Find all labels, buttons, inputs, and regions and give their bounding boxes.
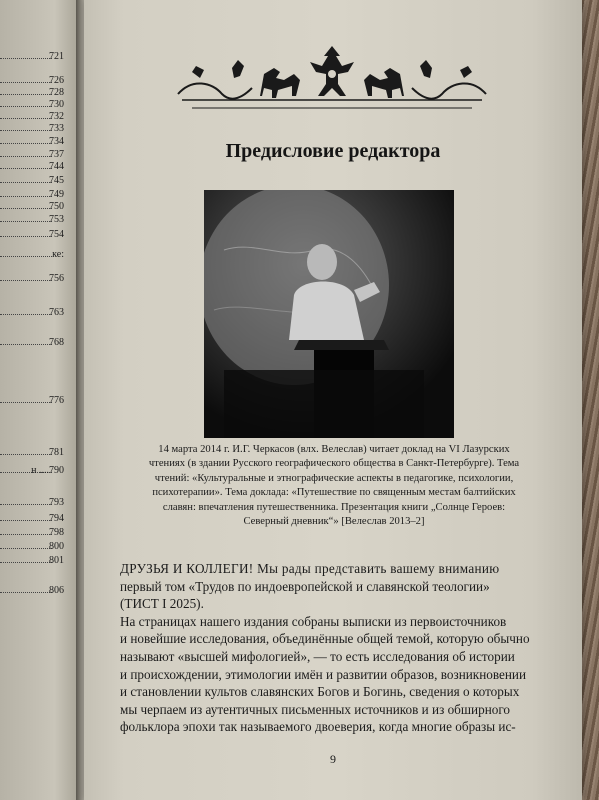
toc-entry bbox=[0, 158, 72, 172]
body-line: На страницах нашего издания собраны выписки из первоисточников bbox=[120, 613, 507, 629]
toc-page-number: 806 bbox=[49, 585, 64, 596]
caption-line: психотерапии». Тема доклада: «Путешествие по священным местам балтийских bbox=[152, 487, 516, 499]
right-page bbox=[84, 0, 582, 800]
toc-entry bbox=[0, 444, 72, 458]
lecture-photo bbox=[204, 190, 454, 438]
toc-page-number: 734 bbox=[49, 136, 64, 147]
toc-leader-dots bbox=[0, 520, 52, 521]
toc-entry bbox=[0, 334, 72, 348]
toc-page-number: 728 bbox=[49, 87, 64, 98]
body-line: (ТИСТ I 2025). bbox=[120, 596, 204, 612]
toc-page-number: 798 bbox=[49, 527, 64, 538]
body-line: мы черпаем из аутентичных письменных источников и из обширного bbox=[120, 701, 511, 717]
toc-leader-dots bbox=[0, 344, 52, 345]
toc-entry bbox=[0, 226, 72, 240]
toc-leader-dots bbox=[0, 562, 52, 563]
toc-page-number: 730 bbox=[49, 99, 64, 110]
body-line: и становлении культов славянских Богов и Богинь, сведения о которых bbox=[120, 684, 520, 700]
toc-leader-dots bbox=[0, 58, 52, 59]
toc-entry bbox=[0, 211, 72, 225]
toc-page-number: 749 bbox=[49, 189, 64, 200]
toc-entry bbox=[0, 552, 72, 566]
toc-leader-dots bbox=[0, 168, 52, 169]
toc-page-number: ке: bbox=[52, 249, 64, 260]
toc-leader-dots bbox=[0, 280, 52, 281]
toc-entry bbox=[0, 48, 72, 62]
toc-entry bbox=[0, 510, 72, 524]
toc-leader-dots bbox=[0, 454, 52, 455]
toc-page-number: 745 bbox=[49, 175, 64, 186]
toc-page-number: 733 bbox=[49, 123, 64, 134]
toc-entry bbox=[0, 246, 72, 260]
toc-page-number: 793 bbox=[49, 497, 64, 508]
toc-page-number: 754 bbox=[49, 229, 64, 240]
body-line: и происхождении, этимологии имён и развитии образов, возникновении bbox=[120, 666, 527, 682]
toc-page-number: 750 bbox=[49, 201, 64, 212]
body-text bbox=[120, 560, 552, 736]
toc-entry bbox=[0, 270, 72, 284]
toc-page-number: 744 bbox=[49, 161, 64, 172]
toc-leader-dots bbox=[0, 143, 52, 144]
toc-page-number: 776 bbox=[49, 395, 64, 406]
toc-entry bbox=[0, 524, 72, 538]
body-line: называют «высшей мифологией», — то есть исследования об истории bbox=[120, 648, 515, 664]
toc-entry bbox=[0, 462, 72, 476]
toc-leader-dots bbox=[0, 208, 52, 209]
toc-leader-dots bbox=[0, 82, 52, 83]
photo-caption bbox=[144, 443, 524, 529]
toc-leader-dots bbox=[0, 314, 52, 315]
toc-leader-dots bbox=[0, 118, 52, 119]
toc-entry bbox=[0, 538, 72, 552]
caption-line: Северный дневник“» [Велеслав 2013–2] bbox=[243, 516, 425, 528]
toc-leader-dots bbox=[0, 196, 52, 197]
caption-line: чтений: «Культуральные и этнографические аспекты в педагогике, психологии, bbox=[154, 472, 514, 484]
toc-page-number: 737 bbox=[49, 149, 64, 160]
toc-entry bbox=[0, 582, 72, 596]
caption-line: чтениях (в здании Русского географического общества в Санкт-Петербурге). Тема bbox=[148, 458, 520, 470]
toc-leader-dots bbox=[0, 94, 52, 95]
toc-page-number: 756 bbox=[49, 273, 64, 284]
toc-page-number: 800 bbox=[49, 541, 64, 552]
caption-line: 14 марта 2014 г. И.Г. Черкасов (влх. Велеслав) читает доклад на VI Лазурских bbox=[158, 444, 510, 455]
toc-leader-dots bbox=[0, 534, 52, 535]
body-line: первый том «Трудов по индоевропейской и славянской теологии» bbox=[120, 578, 490, 594]
toc-page-number: 801 bbox=[49, 555, 64, 566]
toc-page-number: н ....790 bbox=[31, 465, 64, 476]
toc-leader-dots bbox=[0, 548, 52, 549]
body-line: и новейшие исследования, объединённые общей темой, которую обычно bbox=[120, 631, 530, 647]
toc-leader-dots bbox=[0, 256, 52, 257]
toc-page-number: 781 bbox=[49, 447, 64, 458]
toc-leader-dots bbox=[0, 130, 52, 131]
toc-page-number: 763 bbox=[49, 307, 64, 318]
body-line: фольклора эпохи так называемого двоеверия, когда многие образы ис- bbox=[120, 719, 516, 735]
ornament-header bbox=[172, 38, 492, 114]
toc-entry bbox=[0, 392, 72, 406]
toc-entry bbox=[0, 133, 72, 147]
toc-leader-dots bbox=[0, 156, 52, 157]
toc-leader-dots bbox=[0, 221, 52, 222]
toc-page-number: 732 bbox=[49, 111, 64, 122]
toc-leader-dots bbox=[0, 592, 52, 593]
caption-line: славян: впечатления путешественника. Презентация книги „Солнце Героев: bbox=[162, 501, 506, 513]
toc-entry bbox=[0, 120, 72, 134]
toc-leader-dots bbox=[0, 182, 52, 183]
page-number: 9 bbox=[330, 752, 336, 766]
toc-entry bbox=[0, 304, 72, 318]
body-line: ДРУЗЬЯ И КОЛЛЕГИ! Мы рады представить вашему вниманию bbox=[120, 561, 500, 576]
toc-leader-dots bbox=[0, 402, 52, 403]
toc-page-number: 753 bbox=[49, 214, 64, 225]
toc-leader-dots bbox=[0, 236, 52, 237]
page-title: Предисловие редактора bbox=[225, 140, 441, 162]
toc-page-number: 768 bbox=[49, 337, 64, 348]
toc-leader-dots bbox=[0, 504, 52, 505]
toc-page-number: 794 bbox=[49, 513, 64, 524]
toc-page-number: 726 bbox=[49, 75, 64, 86]
left-page bbox=[0, 0, 78, 800]
toc-entry bbox=[0, 494, 72, 508]
toc-leader-dots bbox=[0, 106, 52, 107]
toc-entry bbox=[0, 198, 72, 212]
toc-entry bbox=[0, 172, 72, 186]
toc-page-number: 721 bbox=[49, 51, 64, 62]
